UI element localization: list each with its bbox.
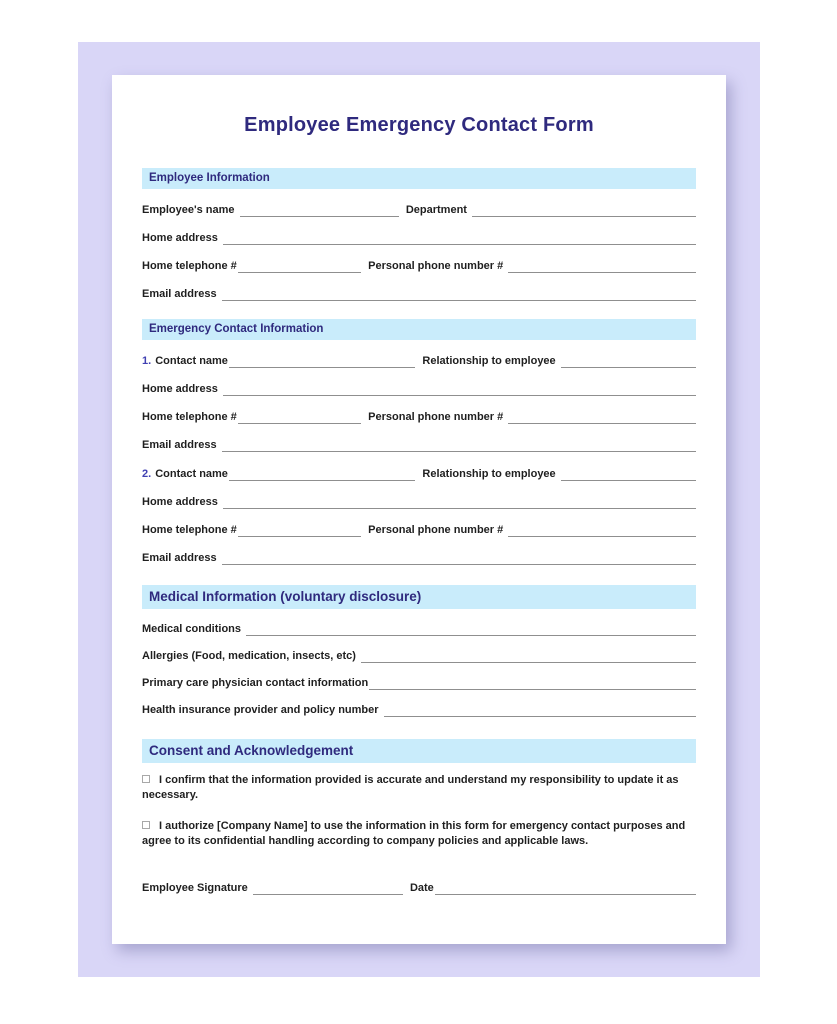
health-insurance-label: Health insurance provider and policy number [142, 704, 379, 716]
page-title: Employee Emergency Contact Form [244, 114, 594, 136]
contact2-relationship-label: Relationship to employee [422, 468, 556, 480]
personal-phone-field[interactable] [508, 261, 696, 273]
accuracy-checkbox[interactable] [142, 775, 150, 783]
section-consent [142, 739, 696, 895]
row-physician-contact [142, 676, 696, 690]
row-signature-date [142, 881, 696, 895]
allergies-field[interactable] [361, 651, 696, 663]
home-address-label: Home address [142, 232, 218, 244]
row-contact2-phones [142, 523, 696, 537]
contact1-relationship-field[interactable] [561, 356, 696, 368]
row-contact2-name-relationship [142, 467, 696, 481]
row-employee-home-address [142, 231, 696, 245]
contact1-relationship-label: Relationship to employee [422, 355, 556, 367]
row-contact1-home-address [142, 382, 696, 396]
contact2-number: 2. [142, 468, 152, 480]
contact1-home-phone-label: Home telephone # [142, 411, 237, 423]
home-address-field[interactable] [223, 233, 696, 245]
consent-authorization-text: I authorize [Company Name] to use the information in this form for emergency contact purposes and agree to its confidential handling according to company policies and applicable laws. [142, 820, 686, 847]
health-insurance-field[interactable] [384, 705, 696, 717]
contact2-home-address-field[interactable] [223, 497, 696, 509]
section-employee-information [142, 168, 696, 301]
employee-signature-label: Employee Signature [142, 882, 248, 894]
consent-item-accuracy [142, 773, 696, 803]
contact2-email-field[interactable] [222, 553, 696, 565]
medical-conditions-field[interactable] [246, 624, 696, 636]
section-heading-emergency: Emergency Contact Information [142, 319, 696, 340]
row-employee-name-department [142, 203, 696, 217]
contact1-number: 1. [142, 355, 152, 367]
row-contact2-home-address [142, 495, 696, 509]
row-allergies [142, 649, 696, 663]
contact2-personal-phone-field[interactable] [508, 525, 696, 537]
consent-item-authorization [142, 819, 696, 849]
emergency-contact-2 [142, 467, 696, 565]
row-employee-phones [142, 259, 696, 273]
physician-contact-label: Primary care physician contact information [142, 677, 369, 689]
row-medical-conditions [142, 622, 696, 636]
date-label: Date [409, 882, 434, 894]
row-contact1-name-relationship [142, 354, 696, 368]
contact2-email-label: Email address [142, 552, 217, 564]
contact2-home-address-label: Home address [142, 496, 218, 508]
contact1-name-label: Contact name [155, 355, 228, 367]
employee-name-field[interactable] [240, 205, 399, 217]
section-heading-consent: Consent and Acknowledgement [142, 739, 696, 763]
contact1-personal-phone-field[interactable] [508, 412, 696, 424]
row-contact1-phones [142, 410, 696, 424]
employee-name-label: Employee's name [142, 204, 235, 216]
physician-contact-field[interactable] [369, 678, 696, 690]
department-field[interactable] [472, 205, 696, 217]
row-employee-email [142, 287, 696, 301]
consent-accuracy-text: I confirm that the information provided is accurate and understand my responsibility to update it as necessary. [142, 774, 679, 801]
row-contact2-email [142, 551, 696, 565]
employee-signature-field[interactable] [253, 883, 403, 895]
contact1-email-label: Email address [142, 439, 217, 451]
emergency-contact-1 [142, 354, 696, 452]
contact1-home-address-field[interactable] [223, 384, 696, 396]
contact1-name-field[interactable] [229, 356, 415, 368]
contact2-home-phone-field[interactable] [238, 525, 361, 537]
contact2-name-label: Contact name [155, 468, 228, 480]
personal-phone-label: Personal phone number # [368, 260, 504, 272]
section-emergency-contacts [142, 319, 696, 565]
date-field[interactable] [435, 883, 696, 895]
document-page [112, 75, 726, 944]
authorization-checkbox[interactable] [142, 821, 150, 829]
medical-conditions-label: Medical conditions [142, 623, 242, 635]
contact1-home-address-label: Home address [142, 383, 218, 395]
row-contact1-email [142, 438, 696, 452]
email-field[interactable] [222, 289, 696, 301]
section-heading-employee: Employee Information [142, 168, 696, 189]
allergies-label: Allergies (Food, medication, insects, etc) [142, 650, 356, 662]
form-content [112, 75, 726, 895]
contact2-relationship-field[interactable] [561, 469, 696, 481]
home-phone-label: Home telephone # [142, 260, 237, 272]
section-heading-medical: Medical Information (voluntary disclosure) [142, 585, 696, 609]
contact1-personal-phone-label: Personal phone number # [368, 411, 504, 423]
contact2-personal-phone-label: Personal phone number # [368, 524, 504, 536]
contact1-home-phone-field[interactable] [238, 412, 361, 424]
section-medical-information [142, 585, 696, 717]
lavender-frame [78, 42, 760, 977]
contact2-home-phone-label: Home telephone # [142, 524, 237, 536]
row-health-insurance [142, 703, 696, 717]
contact2-name-field[interactable] [229, 469, 415, 481]
home-phone-field[interactable] [238, 261, 361, 273]
contact1-email-field[interactable] [222, 440, 696, 452]
email-label: Email address [142, 288, 217, 300]
department-label: Department [405, 204, 467, 216]
